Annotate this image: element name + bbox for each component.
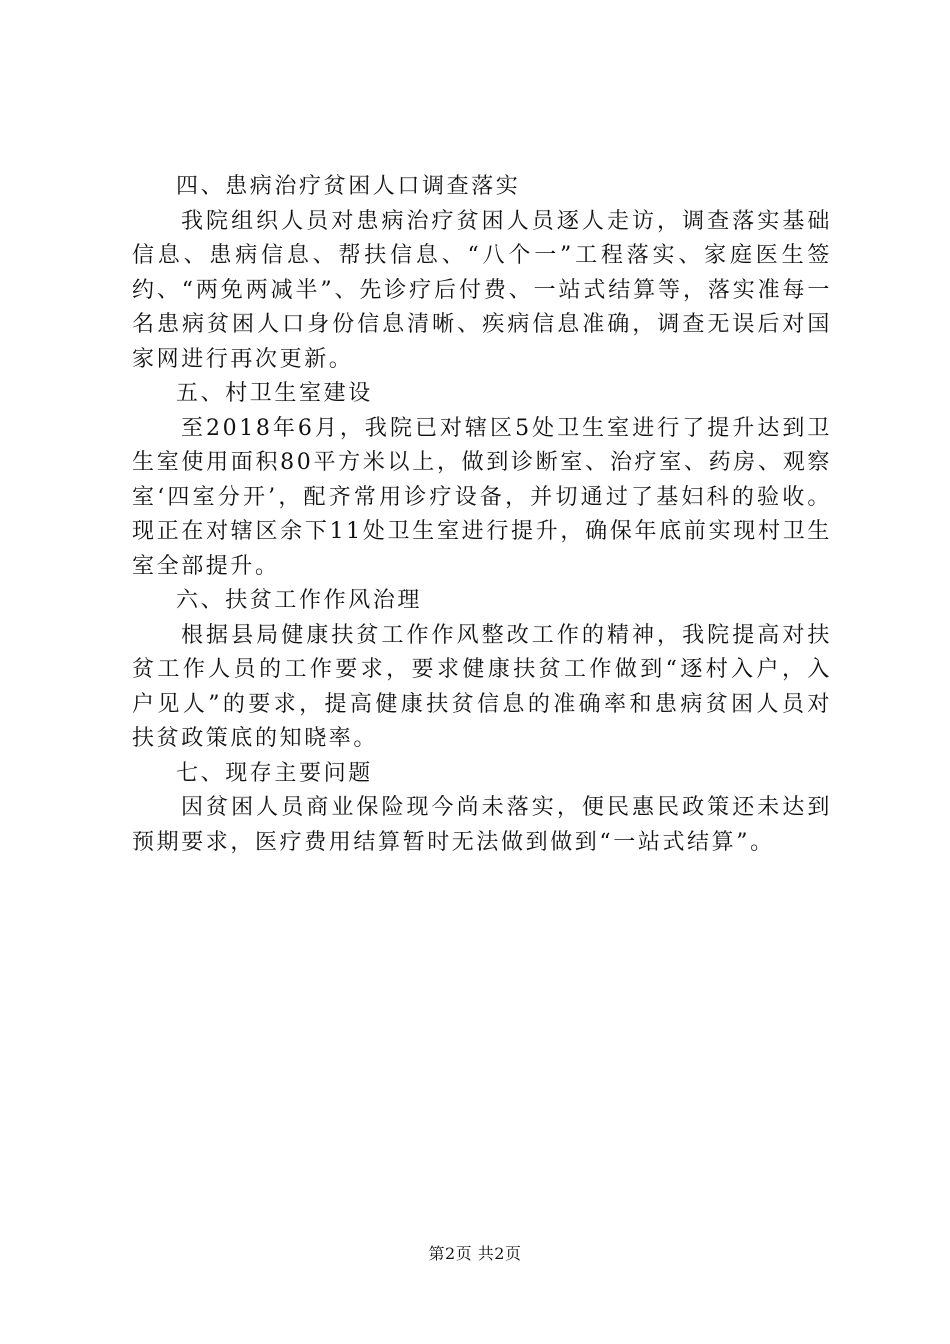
page-number-footer: 第2页 共2页 bbox=[428, 1244, 522, 1263]
section-paragraph-4: 我院组织人员对患病治疗贫困人员逐人走访，调查落实基础信息、患病信息、帮扶信息、“八个一”工程落实、家庭医生签约、“两免两减半”、先诊疗后付费、一站式结算等，落实准每一名患病贫困人口身份信息清晰、疾病信息准确，调查无误后对国家网进行再次更新。 bbox=[132, 208, 832, 372]
section-paragraph-5: 至2018年6月，我院已对辖区5处卫生室进行了提升达到卫生室使用面积80平方米以上，做到诊断室、治疗室、药房、观察室‘四室分开’，配齐常用诊疗设备，并切通过了基妇科的验收。现正在对辖区余下11处卫生室进行提升，确保年底前实现村卫生室全部提升。 bbox=[132, 415, 832, 579]
section-heading-4: 四、患病治疗贫困人口调查落实 bbox=[176, 174, 521, 199]
section-heading-6: 六、扶贫工作作风治理 bbox=[176, 588, 423, 613]
section-paragraph-6: 根据县局健康扶贫工作作风整改工作的精神，我院提高对扶贫工作人员的工作要求，要求健康扶贫工作做到“逐村入户，入户见人”的要求，提高健康扶贫信息的准确率和患病贫困人员对扶贫政策底的知晓率。 bbox=[132, 622, 832, 751]
section-heading-5: 五、村卫生室建设 bbox=[176, 381, 373, 406]
section-heading-7: 七、现存主要问题 bbox=[176, 760, 373, 786]
section-paragraph-7: 因贫困人员商业保险现今尚未落实，便民惠民政策还未达到预期要求，医疗费用结算暂时无法做到做到“一站式结算”。 bbox=[132, 795, 832, 855]
document-body bbox=[132, 170, 832, 860]
